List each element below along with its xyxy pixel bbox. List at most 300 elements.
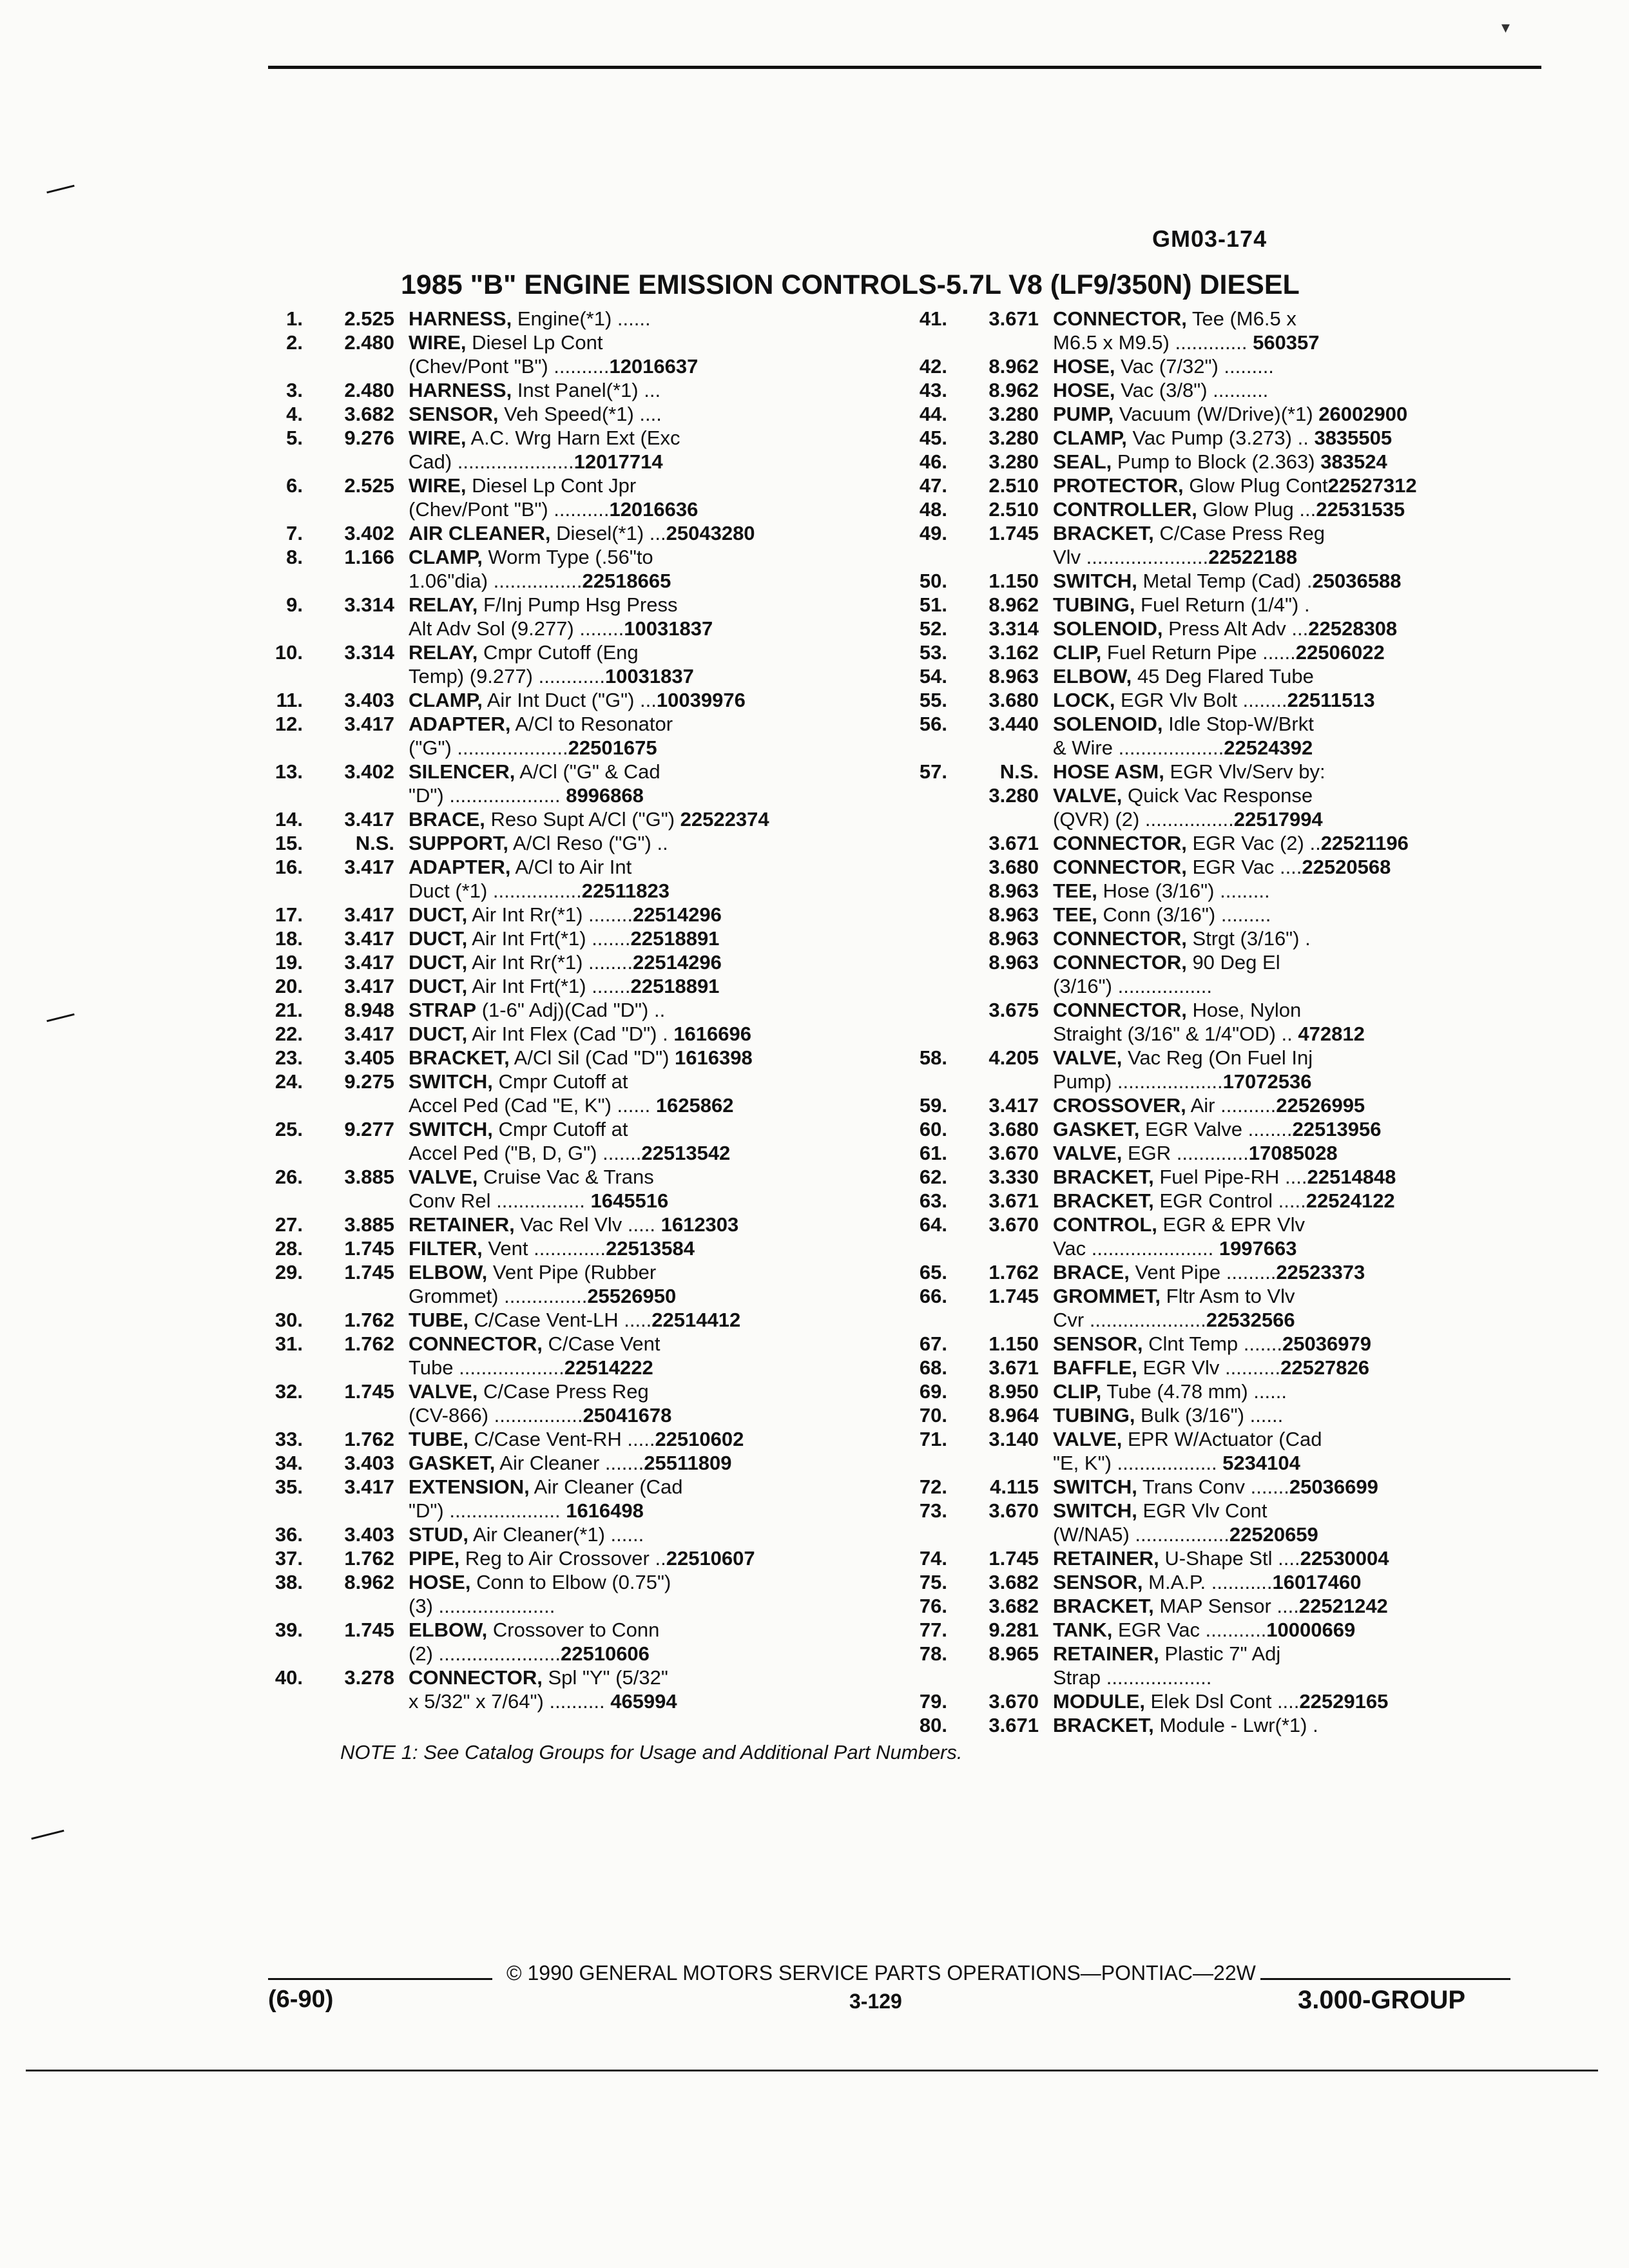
part-description: VALVE, Vac Reg (On Fuel Inj [1053, 1046, 1313, 1069]
part-row [902, 1189, 1534, 1213]
part-description: HOSE, Vac (3/8") .......... [1053, 379, 1269, 401]
item-number: 35. [275, 1475, 303, 1498]
group-number: 2.480 [344, 331, 394, 354]
part-description: SOLENOID, Idle Stop-W/Brkt [1053, 713, 1314, 735]
part-description: SENSOR, Clnt Temp .......25036979 [1053, 1332, 1371, 1355]
group-number [317, 450, 394, 474]
part-row [258, 855, 863, 879]
part-row [902, 1093, 1534, 1117]
group-number: 2.525 [344, 307, 394, 330]
item-number: 6. [286, 474, 303, 497]
item-number [902, 831, 947, 855]
part-row [258, 640, 863, 664]
part-row [258, 1213, 863, 1236]
group-number: 3.675 [988, 999, 1039, 1021]
part-row [258, 1666, 863, 1689]
part-description: GROMMET, Fltr Asm to Vlv [1053, 1285, 1295, 1307]
part-description: PROTECTOR, Glow Plug Cont22527312 [1053, 474, 1417, 497]
part-row [258, 1642, 863, 1666]
part-row [258, 1403, 863, 1427]
part-row [902, 593, 1534, 617]
group-number: 3.670 [988, 1499, 1039, 1522]
part-description: CONNECTOR, Strgt (3/16") . [1053, 927, 1311, 950]
part-description: SOLENOID, Press Alt Adv ...22528308 [1053, 617, 1398, 640]
part-description: CONNECTOR, Tee (M6.5 x [1053, 307, 1296, 330]
part-description: Strap ................... [1053, 1666, 1212, 1689]
item-number [258, 1189, 303, 1213]
part-row [902, 950, 1534, 974]
part-row [902, 807, 1534, 831]
part-row [258, 736, 863, 760]
item-number: 5. [286, 427, 303, 449]
item-number: 69. [919, 1380, 947, 1403]
group-number [961, 1666, 1039, 1689]
group-number: 3.417 [344, 1023, 394, 1045]
group-number: 2.480 [344, 379, 394, 401]
part-description: BRACKET, C/Case Press Reg [1053, 522, 1325, 544]
item-number [902, 1523, 947, 1546]
part-description: (Chev/Pont "B") ..........12016637 [409, 355, 699, 378]
part-row [902, 474, 1534, 497]
part-description: FILTER, Vent .............22513584 [409, 1237, 695, 1260]
part-row [258, 1356, 863, 1379]
group-number [317, 1499, 394, 1523]
item-number: 33. [275, 1428, 303, 1450]
part-description: CONNECTOR, 90 Deg El [1053, 951, 1280, 974]
item-number: 19. [275, 951, 303, 974]
group-number: 1.762 [344, 1309, 394, 1331]
item-number: 57. [919, 760, 947, 783]
part-row [258, 545, 863, 569]
part-row [902, 1284, 1534, 1308]
part-row [902, 402, 1534, 426]
part-description: 1.06"dia) ................22518665 [409, 570, 671, 592]
part-row [902, 879, 1534, 903]
group-number: 3.280 [988, 427, 1039, 449]
part-description: Vac ...................... 1997663 [1053, 1237, 1297, 1260]
part-description: Vlv ......................22522188 [1053, 546, 1298, 568]
group-number: 9.277 [344, 1118, 394, 1140]
part-description: "D") .................... 8996868 [409, 784, 644, 807]
margin-tick-1 [46, 185, 74, 194]
group-number: 1.745 [988, 1547, 1039, 1570]
group-number [317, 1642, 394, 1666]
footer-rule-right [1260, 1978, 1510, 1980]
part-description: (3/16") ................. [1053, 975, 1213, 997]
part-description: RETAINER, U-Shape Stl ....22530004 [1053, 1547, 1389, 1570]
item-number: 41. [919, 307, 947, 330]
part-row [902, 1165, 1534, 1189]
item-number [902, 1308, 947, 1332]
part-description: PUMP, Vacuum (W/Drive)(*1) 26002900 [1053, 403, 1408, 425]
item-number: 53. [919, 641, 947, 664]
item-number: 9. [286, 593, 303, 616]
item-number: 22. [275, 1023, 303, 1045]
group-number: 3.417 [344, 927, 394, 950]
group-number: 3.671 [988, 1714, 1039, 1736]
part-row [902, 1499, 1534, 1523]
part-row [902, 1546, 1534, 1570]
part-description: WIRE, Diesel Lp Cont Jpr [409, 474, 637, 497]
group-number: 3.670 [988, 1142, 1039, 1164]
item-number: 75. [919, 1571, 947, 1593]
item-number: 73. [919, 1499, 947, 1522]
part-description: (CV-866) ................25041678 [409, 1404, 672, 1427]
part-description: "E, K") .................. 5234104 [1053, 1452, 1300, 1474]
group-number: 2.510 [988, 474, 1039, 497]
part-row [902, 1642, 1534, 1666]
part-description: BRACKET, Fuel Pipe-RH ....22514848 [1053, 1166, 1396, 1188]
part-description: Temp) (9.277) ............10031837 [409, 665, 694, 687]
part-row [902, 426, 1534, 450]
catalog-note: NOTE 1: See Catalog Groups for Usage and Additional Part Numbers. [340, 1741, 963, 1763]
part-description: SUPPORT, A/Cl Reso ("G") .. [409, 832, 668, 854]
item-number: 4. [286, 403, 303, 425]
footer-copyright: © 1990 GENERAL MOTORS SERVICE PARTS OPERATIONS—PONTIAC—22W [506, 1961, 1256, 1984]
part-row [902, 497, 1534, 521]
group-number: 1.745 [344, 1237, 394, 1260]
part-description: CONNECTOR, EGR Vac (2) ..22521196 [1053, 832, 1409, 854]
part-row [258, 1141, 863, 1165]
part-row [258, 474, 863, 497]
group-number: 3.671 [988, 1356, 1039, 1379]
item-number [258, 569, 303, 593]
item-number [258, 783, 303, 807]
part-row [258, 688, 863, 712]
item-number: 17. [275, 903, 303, 926]
part-row [902, 1141, 1534, 1165]
group-number [317, 1141, 394, 1165]
group-number: 8.950 [988, 1380, 1039, 1403]
item-number: 29. [275, 1261, 303, 1283]
part-description: (Chev/Pont "B") ..........12016636 [409, 498, 699, 521]
part-row [258, 497, 863, 521]
part-row [902, 307, 1534, 331]
item-number [258, 664, 303, 688]
item-number: 65. [919, 1261, 947, 1283]
item-number: 11. [276, 689, 303, 711]
part-row [258, 1427, 863, 1451]
group-number: 3.680 [988, 1118, 1039, 1140]
part-description: CONNECTOR, EGR Vac ....22520568 [1053, 856, 1391, 878]
item-number [902, 1022, 947, 1046]
part-description: CONTROL, EGR & EPR Vlv [1053, 1213, 1305, 1236]
part-description: CONTROLLER, Glow Plug ...22531535 [1053, 498, 1405, 521]
item-number: 42. [919, 355, 947, 378]
group-number [961, 331, 1039, 354]
part-description: VALVE, EGR .............17085028 [1053, 1142, 1338, 1164]
item-number [258, 1403, 303, 1427]
item-number: 10. [275, 641, 303, 664]
item-number [258, 497, 303, 521]
part-row [902, 1332, 1534, 1356]
group-number [317, 1403, 394, 1427]
part-row [902, 521, 1534, 545]
footer-date: (6-90) [268, 1986, 334, 2013]
group-number [317, 1284, 394, 1308]
part-description: LOCK, EGR Vlv Bolt ........22511513 [1053, 689, 1375, 711]
group-number: 8.962 [344, 1571, 394, 1593]
part-description: DUCT, Air Int Rr(*1) ........22514296 [409, 903, 722, 926]
page-code: GM03-174 [1152, 226, 1268, 252]
part-row [902, 1070, 1534, 1093]
footer-page-number: 3-129 [849, 1990, 902, 2013]
part-row [902, 712, 1534, 736]
part-row [258, 1332, 863, 1356]
group-number: 3.682 [988, 1595, 1039, 1617]
part-description: Accel Ped ("B, D, G") .......22513542 [409, 1142, 731, 1164]
item-number: 51. [919, 593, 947, 616]
margin-tick-2 [46, 1014, 74, 1023]
item-number: 44. [919, 403, 947, 425]
item-number: 40. [275, 1666, 303, 1689]
part-row [258, 807, 863, 831]
part-row [258, 1236, 863, 1260]
part-description: TUBE, C/Case Vent-RH .....22510602 [409, 1428, 744, 1450]
part-row [258, 1475, 863, 1499]
part-description: RETAINER, Vac Rel Vlv ..... 1612303 [409, 1213, 739, 1236]
part-description: DUCT, Air Int Rr(*1) ........22514296 [409, 951, 722, 974]
item-number: 43. [919, 379, 947, 401]
item-number: 66. [919, 1285, 947, 1307]
item-number: 23. [275, 1046, 303, 1069]
part-row [258, 712, 863, 736]
part-row [258, 879, 863, 903]
group-number [317, 1189, 394, 1213]
part-row [258, 903, 863, 927]
group-number [317, 1689, 394, 1713]
part-row [902, 1713, 1534, 1737]
item-number: 64. [919, 1213, 947, 1236]
group-number: 3.885 [344, 1166, 394, 1188]
item-number: 70. [919, 1404, 947, 1427]
item-number: 28. [275, 1237, 303, 1260]
item-number: 48. [919, 498, 947, 521]
group-number: 8.963 [988, 879, 1039, 902]
part-row [258, 1379, 863, 1403]
group-number [961, 807, 1039, 831]
part-row [902, 1308, 1534, 1332]
part-description: STRAP (1-6" Adj)(Cad "D") .. [409, 999, 666, 1021]
group-number: 3.417 [344, 951, 394, 974]
part-row [902, 1689, 1534, 1713]
part-row [258, 664, 863, 688]
item-number: 62. [919, 1166, 947, 1188]
item-number [258, 1499, 303, 1523]
group-number: 3.417 [988, 1094, 1039, 1117]
item-number: 1. [286, 307, 303, 330]
group-number [317, 1594, 394, 1618]
part-row [258, 426, 863, 450]
part-row [258, 1451, 863, 1475]
part-description: WIRE, A.C. Wrg Harn Ext (Exc [409, 427, 680, 449]
part-row [258, 998, 863, 1022]
part-row [258, 1284, 863, 1308]
part-row [258, 1499, 863, 1523]
part-row [258, 1523, 863, 1546]
group-number: 1.745 [988, 1285, 1039, 1307]
group-number: 3.670 [988, 1690, 1039, 1713]
item-number: 71. [919, 1428, 947, 1450]
part-description: SWITCH, Trans Conv .......25036699 [1053, 1475, 1378, 1498]
part-row [902, 1403, 1534, 1427]
part-description: M6.5 x M9.5) ............. 560357 [1053, 331, 1320, 354]
part-row [258, 760, 863, 783]
part-description: & Wire ...................22524392 [1053, 736, 1313, 759]
group-number: 9.276 [344, 427, 394, 449]
part-description: Tube ...................22514222 [409, 1356, 653, 1379]
item-number: 74. [919, 1547, 947, 1570]
group-number: 4.115 [990, 1475, 1039, 1498]
item-number: 39. [275, 1619, 303, 1641]
parts-list-left [258, 307, 863, 1713]
part-description: TUBE, C/Case Vent-LH .....22514412 [409, 1309, 741, 1331]
item-number: 79. [919, 1690, 947, 1713]
item-number: 55. [919, 689, 947, 711]
group-number: 3.402 [344, 522, 394, 544]
item-number: 24. [275, 1070, 303, 1093]
item-number: 58. [919, 1046, 947, 1069]
part-description: HOSE ASM, EGR Vlv/Serv by: [1053, 760, 1325, 783]
part-description: CLIP, Tube (4.78 mm) ...... [1053, 1380, 1287, 1403]
part-row [258, 331, 863, 354]
part-description: SWITCH, Cmpr Cutoff at [409, 1118, 628, 1140]
part-description: CLIP, Fuel Return Pipe ......22506022 [1053, 641, 1385, 664]
group-number [317, 617, 394, 640]
item-number [902, 1070, 947, 1093]
part-row [258, 783, 863, 807]
item-number: 7. [286, 522, 303, 544]
part-description: RETAINER, Plastic 7" Adj [1053, 1642, 1281, 1665]
part-row [258, 1093, 863, 1117]
group-number: 3.417 [344, 1475, 394, 1498]
item-number [258, 450, 303, 474]
part-description: VALVE, Cruise Vac & Trans [409, 1166, 654, 1188]
part-row [902, 1523, 1534, 1546]
part-row [902, 450, 1534, 474]
part-row [258, 1022, 863, 1046]
group-number: 1.745 [344, 1619, 394, 1641]
group-number: N.S. [999, 760, 1039, 783]
item-number: 45. [919, 427, 947, 449]
group-number: 3.314 [344, 593, 394, 616]
item-number [258, 1594, 303, 1618]
item-number: 72. [919, 1475, 947, 1498]
part-row [258, 1165, 863, 1189]
part-row [258, 1070, 863, 1093]
group-number: 3.671 [988, 832, 1039, 854]
part-row [902, 1618, 1534, 1642]
part-row [258, 1046, 863, 1070]
part-description: (QVR) (2) ................22517994 [1053, 808, 1323, 831]
item-number: 38. [275, 1571, 303, 1593]
group-number: 1.150 [988, 570, 1039, 592]
part-row [902, 1236, 1534, 1260]
part-description: ELBOW, Vent Pipe (Rubber [409, 1261, 657, 1283]
item-number [902, 1236, 947, 1260]
group-number: 3.671 [988, 1189, 1039, 1212]
part-row [258, 1189, 863, 1213]
group-number: 2.525 [344, 474, 394, 497]
part-description: HARNESS, Engine(*1) ...... [409, 307, 651, 330]
part-row [258, 521, 863, 545]
part-row [902, 1046, 1534, 1070]
part-description: Conv Rel ................ 1645516 [409, 1189, 669, 1212]
group-number: 3.680 [988, 689, 1039, 711]
item-number [902, 950, 947, 974]
group-number: 3.417 [344, 808, 394, 831]
item-number [258, 354, 303, 378]
group-number [961, 1236, 1039, 1260]
part-row [258, 378, 863, 402]
part-description: DUCT, Air Int Frt(*1) .......22518891 [409, 927, 720, 950]
part-row [902, 974, 1534, 998]
part-row [902, 617, 1534, 640]
part-row [902, 831, 1534, 855]
part-description: Pump) ...................17072536 [1053, 1070, 1312, 1093]
item-number: 26. [275, 1166, 303, 1188]
part-description: BRACKET, MAP Sensor ....22521242 [1053, 1595, 1388, 1617]
item-number: 60. [919, 1118, 947, 1140]
group-number [317, 569, 394, 593]
item-number: 18. [275, 927, 303, 950]
item-number: 68. [919, 1356, 947, 1379]
part-description: CLAMP, Air Int Duct ("G") ...10039976 [409, 689, 746, 711]
group-number: 2.510 [988, 498, 1039, 521]
item-number: 12. [275, 713, 303, 735]
part-description: CONNECTOR, Hose, Nylon [1053, 999, 1302, 1021]
group-number [317, 354, 394, 378]
group-number: 8.964 [988, 1404, 1039, 1427]
part-description: SENSOR, M.A.P. ...........16017460 [1053, 1571, 1362, 1593]
group-number: 9.275 [344, 1070, 394, 1093]
part-description: HARNESS, Inst Panel(*1) ... [409, 379, 661, 401]
group-number: 3.417 [344, 856, 394, 878]
item-number: 30. [275, 1309, 303, 1331]
part-row [902, 1570, 1534, 1594]
part-row [902, 1594, 1534, 1618]
part-description: TANK, EGR Vac ...........10000669 [1053, 1619, 1356, 1641]
group-number [961, 545, 1039, 569]
item-number: 16. [275, 856, 303, 878]
part-row [258, 1570, 863, 1594]
part-description: CONNECTOR, Spl "Y" (5/32" [409, 1666, 668, 1689]
part-description: ("G") ....................22501675 [409, 736, 657, 759]
footer-group: 3.000-GROUP [1298, 1986, 1466, 2014]
group-number: 9.281 [988, 1619, 1039, 1641]
group-number: 8.965 [988, 1642, 1039, 1665]
item-number: 54. [919, 665, 947, 687]
item-number: 52. [919, 617, 947, 640]
item-number: 25. [275, 1118, 303, 1140]
item-number [258, 1093, 303, 1117]
group-number [961, 1523, 1039, 1546]
item-number [258, 1642, 303, 1666]
group-number: 8.962 [988, 593, 1039, 616]
part-row [258, 593, 863, 617]
corner-mark: ▾ [1501, 18, 1510, 37]
group-number: 3.417 [344, 903, 394, 926]
part-description: CLAMP, Vac Pump (3.273) .. 3835505 [1053, 427, 1393, 449]
group-number [961, 1308, 1039, 1332]
group-number: 1.762 [988, 1261, 1039, 1283]
part-description: CROSSOVER, Air ..........22526995 [1053, 1094, 1365, 1117]
item-number: 21. [275, 999, 303, 1021]
item-number: 80. [919, 1714, 947, 1736]
bottom-rule [26, 2070, 1598, 2071]
item-number: 77. [919, 1619, 947, 1641]
item-number [902, 903, 947, 927]
